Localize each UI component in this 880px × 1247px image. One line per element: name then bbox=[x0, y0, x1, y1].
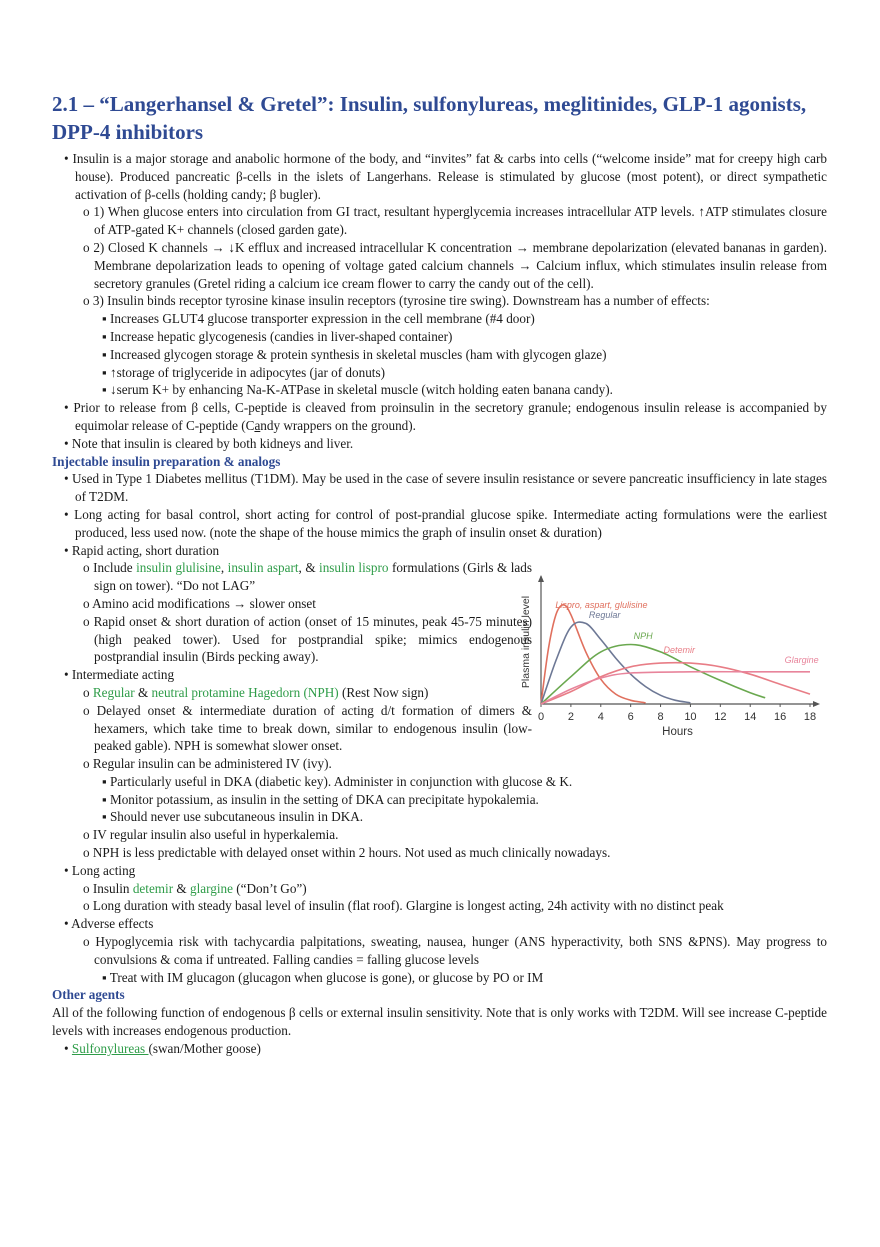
bullet-t1dm: • Used in Type 1 Diabetes mellitus (T1DM). May be used in the case of severe insulin resistance or severe pancreatic insufficiency in late stages of T2DM. bbox=[64, 471, 827, 505]
bullet-intermediate-acting: • Intermediate acting bbox=[64, 667, 175, 683]
insulin-action-chart bbox=[518, 574, 834, 742]
x-axis-label: Hours bbox=[662, 726, 693, 738]
iv-dka: ▪ Particularly useful in DKA (diabetic key). Administer in conjunction with glucose & K. bbox=[102, 773, 573, 789]
intermediate-delayed-onset: o Delayed onset & intermediate duration of acting d/t formation of dimers & hexamers, which take time to break down, similar to endogenous insulin (low-peaked gable). NPH is somewhat slower onset. bbox=[83, 702, 532, 754]
x-tick-label: 10 bbox=[684, 711, 697, 723]
intermediate-nph-predictability: o NPH is less predictable with delayed onset within 2 hours. Not used as much clinically nowadays. bbox=[83, 845, 611, 861]
drug-lispro: insulin lispro bbox=[319, 560, 389, 576]
series-line bbox=[541, 672, 810, 704]
rapid-analogs: o Include insulin glulisine, insulin aspart, & insulin lispro formulations (Girls & lads sign on tower). “Do not LAG” bbox=[83, 560, 533, 594]
x-tick-label: 12 bbox=[714, 711, 727, 723]
page-title: 2.1 – “Langerhansel & Gretel”: Insulin, sulfonylureas, meglitinides, GLP-1 agonists, DPP-4 inhibitors bbox=[52, 92, 807, 144]
long-duration: o Long duration with steady basal level of insulin (flat roof). Glargine is longest acting, 24h activity with no distinct peak bbox=[83, 898, 724, 914]
bullet-basal-control: • Long acting for basal control, short acting for control of post-prandial glucose spike. Intermediate acting formulations were the earliest produced, less used now. (note the shape of the house mimics the graph of insulin onset & duration) bbox=[64, 506, 827, 540]
sulfonylureas-link[interactable]: Sulfonylureas bbox=[71, 1040, 149, 1056]
drug-detemir: detemir bbox=[132, 880, 174, 896]
series-label: Glargine bbox=[784, 654, 819, 665]
intermediate-iv: o Regular insulin can be administered IV (ivy). bbox=[83, 756, 332, 772]
effect-potassium: ▪ ↓serum K+ by enhancing Na-K-ATPase in skeletal muscle (witch holding eaten banana candy). bbox=[102, 382, 613, 398]
section-heading-injectable: Injectable insulin preparation & analogs bbox=[52, 453, 281, 469]
rapid-onset: o Rapid onset & short duration of action (onset of 15 minutes, peak 45-75 minutes) (high peaked tower). Used for postprandial spike; mimics endogenous postprandial insulin (Birds pecking away). bbox=[83, 613, 532, 665]
x-tick-label: 18 bbox=[803, 711, 817, 723]
x-tick-label: 16 bbox=[773, 711, 787, 723]
series-line bbox=[541, 645, 765, 705]
x-axis-arrow bbox=[813, 701, 820, 707]
bullet-step-1: o 1) When glucose enters into circulation from GI tract, resultant hyperglycemia increases intracellular ATP levels. ↑ATP stimulates closure of ATP-gated K+ channels (closed garden gate). bbox=[83, 204, 827, 238]
bullet-adverse-effects: • Adverse effects bbox=[64, 916, 154, 932]
effect-glycogen-storage: ▪ Increased glycogen storage & protein synthesis in skeletal muscles (ham with glycogen glaze) bbox=[102, 346, 607, 362]
x-tick-label: 6 bbox=[627, 711, 634, 723]
bullet-step-3: o 3) Insulin binds receptor tyrosine kinase insulin receptors (tyrosine tire swing). Downstream has a number of effects: bbox=[83, 293, 710, 309]
series-label: Lispro, aspart, glulisine bbox=[555, 600, 648, 611]
adverse-treatment: ▪ Treat with IM glucagon (glucagon when glucose is gone), or glucose by PO or IM bbox=[102, 969, 544, 985]
x-tick-label: 8 bbox=[657, 711, 664, 723]
x-tick-label: 14 bbox=[744, 711, 757, 723]
iv-potassium: ▪ Monitor potassium, as insulin in the setting of DKA can precipitate hypokalemia. bbox=[102, 791, 539, 807]
effect-glycogenesis: ▪ Increase hepatic glycogenesis (candies in liver-shaped container) bbox=[102, 328, 453, 344]
iv-no-subcutaneous: ▪ Should never use subcutaneous insulin in DKA. bbox=[102, 809, 364, 825]
rapid-amino-acid: o Amino acid modifications → slower onset bbox=[83, 595, 316, 611]
bullet-step-2: o 2) Closed K channels → ↓K efflux and increased intracellular K concentration → membrane depolarization (elevated bananas in garden). Membrane depolarization leads to opening of voltage gated calcium channels → Calcium influx, which stimulates insulin release from secretory granules (Gretel riding a calcium ice cream flower to carry the candy out of the cell). bbox=[83, 239, 827, 291]
effect-glut4: ▪ Increases GLUT4 glucose transporter expression in the cell membrane (#4 door) bbox=[102, 311, 535, 327]
bullet-rapid-acting: • Rapid acting, short duration bbox=[64, 542, 220, 558]
intermediate-drugs: o Regular & neutral protamine Hagedorn (NPH) (Rest Now sign) bbox=[83, 684, 429, 700]
intermediate-hyperkalemia: o IV regular insulin also useful in hyperkalemia. bbox=[83, 827, 339, 843]
drug-glulisine: insulin glulisine bbox=[136, 560, 221, 576]
y-axis-label: Plasma insulin level bbox=[520, 595, 532, 689]
drug-nph: neutral protamine Hagedorn (NPH) bbox=[151, 684, 339, 700]
adverse-hypoglycemia: o Hypoglycemia risk with tachycardia palpitations, sweating, nausea, hunger (ANS hyperactivity, both SNS &PNS). May progress to convulsions & coma if untreated. Falling candies = falling glucose levels bbox=[83, 934, 827, 967]
drug-aspart: insulin aspart bbox=[227, 560, 299, 576]
series-line bbox=[541, 663, 810, 704]
y-axis-arrow bbox=[538, 575, 544, 582]
drug-regular: Regular bbox=[92, 684, 135, 700]
x-tick-label: 2 bbox=[567, 711, 574, 723]
x-tick-label: 4 bbox=[597, 711, 604, 723]
bullet-sulfonylureas: • Sulfonylureas (swan/Mother goose) bbox=[64, 1040, 261, 1056]
section-heading-other: Other agents bbox=[52, 987, 125, 1003]
long-drugs: o Insulin detemir & glargine (“Don’t Go”) bbox=[83, 880, 307, 896]
other-agents-paragraph: All of the following function of endogenous β cells or external insulin sensitivity. Note that is only works with T2DM. Will see increase C-peptide levels with increases endogenous production. bbox=[52, 1005, 827, 1039]
series-label: NPH bbox=[633, 631, 653, 642]
effect-triglyceride: ▪ ↑storage of triglyceride in adipocytes (jar of donuts) bbox=[102, 364, 385, 380]
x-tick-label: 0 bbox=[537, 711, 545, 723]
drug-glargine: glargine bbox=[189, 880, 233, 896]
bullet-c-peptide: • Prior to release from β cells, C-peptide is cleaved from proinsulin in the secretory granule; endogenous insulin release is accompanied by equimolar release of C-peptide (Candy wrappers on the ground). bbox=[64, 400, 827, 433]
series-label: Detemir bbox=[663, 644, 696, 655]
series-label: Regular bbox=[588, 610, 621, 621]
bullet-clearance: • Note that insulin is cleared by both kidneys and liver. bbox=[64, 435, 354, 451]
bullet-long-acting: • Long acting bbox=[64, 862, 136, 878]
bullet-insulin-overview: • Insulin is a major storage and anabolic hormone of the body, and “invites” fat & carbs into cells (“welcome inside” mat for creepy high carb house). Produced pancreatic β-cells in the islets of Langerhans. Release is stimulated by glucose (most potent), or direct sympathetic activation of β-cells (holding candy; β bugler). bbox=[64, 151, 827, 202]
